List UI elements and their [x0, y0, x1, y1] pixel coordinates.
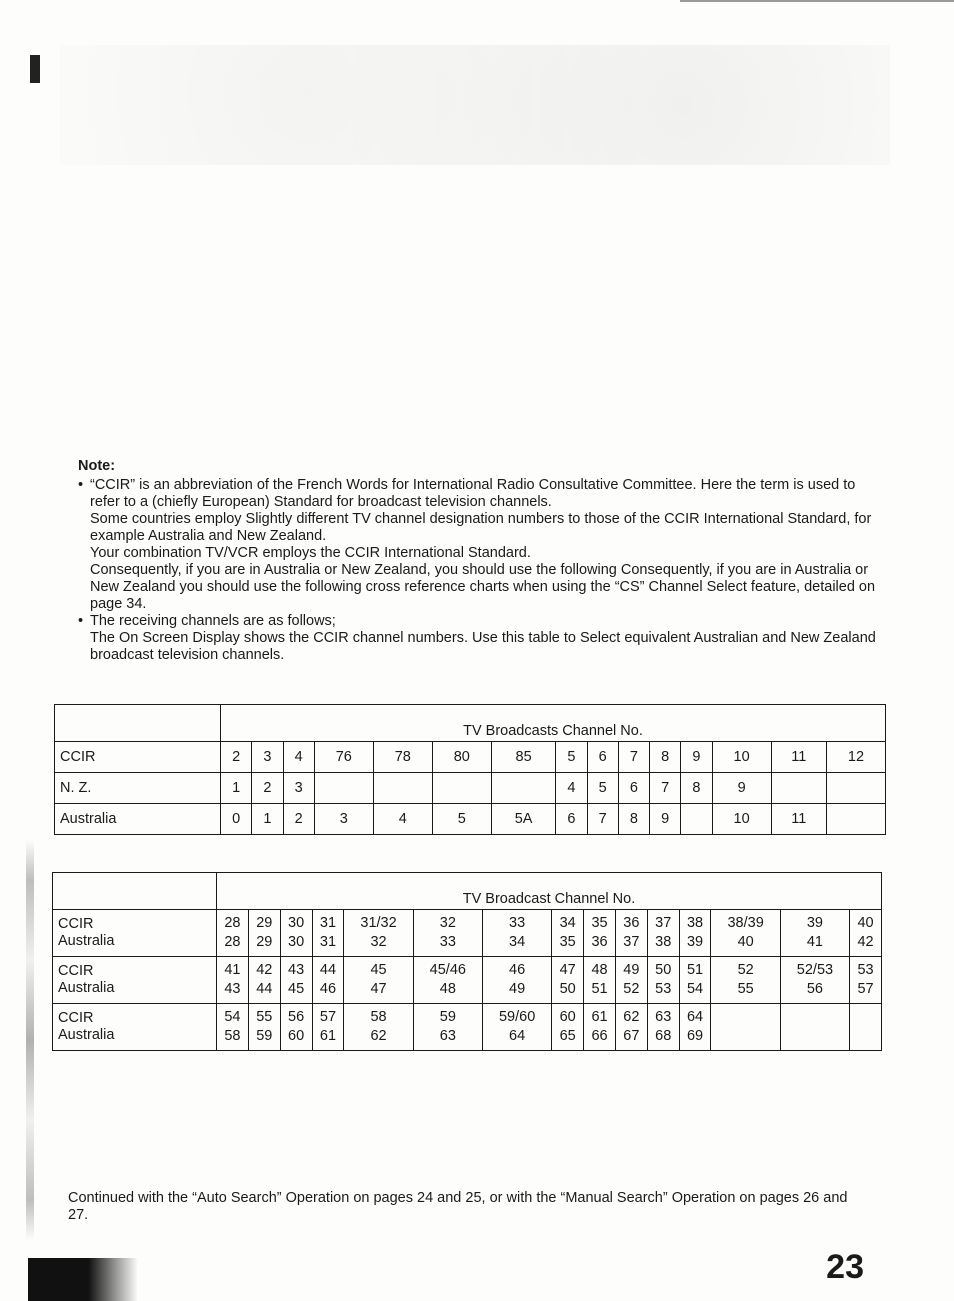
ccir-channel: 38	[686, 915, 704, 931]
channel-cell: 8	[618, 804, 649, 835]
channel-cell: 9	[650, 804, 681, 835]
note-bullet-2	[78, 613, 888, 664]
ccir-channel: 64	[686, 1009, 704, 1025]
ccir-channel: 47	[559, 962, 576, 978]
ccir-channel: 60	[559, 1009, 576, 1025]
channel-cell: 78	[373, 742, 432, 773]
australia-channel: 55	[737, 981, 754, 997]
channel-cell	[584, 910, 616, 957]
australia-channel: 41	[806, 934, 823, 950]
table-row	[53, 957, 882, 1004]
australia-channel: 28	[224, 934, 241, 950]
channel-cell	[491, 773, 556, 804]
australia-channel: 33	[439, 934, 456, 950]
australia-channel: 51	[591, 981, 608, 997]
binding-shadow	[26, 840, 34, 1240]
australia-channel: 44	[256, 981, 273, 997]
australia-channel: 62	[370, 1028, 387, 1044]
top-rule	[680, 0, 954, 2]
australia-channel: 42	[857, 934, 874, 950]
table-header: TV Broadcast Channel No.	[217, 873, 882, 910]
row-label: Australia	[55, 804, 221, 835]
channel-cell	[482, 957, 551, 1004]
channel-cell	[584, 957, 616, 1004]
ccir-channel: 32	[439, 915, 456, 931]
channel-cell: 80	[432, 742, 491, 773]
channel-cell	[850, 1004, 882, 1051]
note-bullet-1	[78, 477, 888, 613]
australia-channel: 69	[686, 1028, 704, 1044]
ccir-channel: 49	[623, 962, 640, 978]
channel-cell: 9	[681, 742, 712, 773]
australia-channel: 37	[623, 934, 640, 950]
channel-cell	[248, 910, 280, 957]
australia-channel: 47	[370, 981, 387, 997]
ccir-channel: 62	[623, 1009, 640, 1025]
australia-channel: 36	[591, 934, 608, 950]
australia-channel: 45	[288, 981, 305, 997]
note-paragraph: The On Screen Display shows the CCIR channel numbers. Use this table to Select equivalent Australian and New Zealand broadcast television channels.	[90, 630, 876, 663]
ccir-channel: 38/39	[727, 915, 764, 931]
channel-cell	[280, 910, 312, 957]
australia-channel: 59	[256, 1028, 273, 1044]
channel-cell	[280, 957, 312, 1004]
row-label	[53, 957, 217, 1004]
channel-cell	[647, 957, 679, 1004]
channel-cell	[482, 1004, 551, 1051]
channel-cell	[344, 957, 413, 1004]
australia-channel: 68	[655, 1028, 672, 1044]
ccir-channel: 44	[319, 962, 337, 978]
table-row	[53, 910, 882, 957]
ccir-channel: 33	[509, 915, 526, 931]
australia-channel: 39	[686, 934, 704, 950]
channel-cell: 2	[252, 773, 283, 804]
channel-cell	[826, 773, 885, 804]
australia-channel: 53	[655, 981, 672, 997]
channel-cell	[413, 1004, 482, 1051]
channel-cell: 6	[556, 804, 587, 835]
ccir-channel: 59/60	[498, 1009, 536, 1025]
header-blank-cell	[53, 873, 217, 910]
channel-cell	[711, 910, 780, 957]
ccir-channel: 52/53	[796, 962, 834, 978]
ccir-channel: 63	[655, 1009, 672, 1025]
australia-channel: 31	[319, 934, 337, 950]
ccir-channel: 39	[806, 915, 823, 931]
australia-channel: 46	[319, 981, 337, 997]
channel-cell: 4	[373, 804, 432, 835]
channel-cell	[711, 1004, 780, 1051]
ccir-channel: 58	[370, 1009, 387, 1025]
ccir-channel: 43	[288, 962, 305, 978]
channel-cell	[850, 957, 882, 1004]
continued-note: Continued with the “Auto Search” Operation on pages 24 and 25, or with the “Manual Search” Operation on pages 26 and 27.	[68, 1190, 848, 1223]
table-row	[53, 1004, 882, 1051]
scan-blot	[28, 1258, 138, 1301]
scan-mark	[30, 55, 40, 83]
channel-cell: 11	[771, 804, 826, 835]
ccir-channel: 57	[319, 1009, 337, 1025]
channel-cell	[217, 957, 249, 1004]
channel-cell: 85	[491, 742, 556, 773]
ccir-channel: 55	[256, 1009, 273, 1025]
channel-cell	[711, 957, 780, 1004]
channel-cell: 9	[712, 773, 771, 804]
channel-cell	[344, 910, 413, 957]
channel-cell: 8	[650, 742, 681, 773]
channel-cell: 2	[283, 804, 314, 835]
ccir-channel: 51	[686, 962, 704, 978]
row-label: N. Z.	[55, 773, 221, 804]
channel-cell	[373, 773, 432, 804]
table-header-row	[55, 705, 886, 742]
channel-cell	[647, 910, 679, 957]
note-paragraph: Your combination TV/VCR employs the CCIR International Standard.	[90, 545, 531, 561]
channel-cell: 4	[556, 773, 587, 804]
note-paragraph: Some countries employ Slightly different TV channel designation numbers to those of the CCIR International Standard, for example Australia and New Zealand.	[90, 511, 872, 544]
ccir-channel: 56	[288, 1009, 305, 1025]
ccir-channel: 37	[655, 915, 672, 931]
australia-channel: 43	[224, 981, 241, 997]
australia-channel: 54	[686, 981, 704, 997]
page-number: 23	[826, 1248, 864, 1286]
channel-cell: 6	[618, 773, 649, 804]
channel-cell	[482, 910, 551, 957]
ccir-channel: 53	[857, 962, 874, 978]
channel-table-ccir-australia	[52, 872, 882, 1051]
channel-cell: 8	[681, 773, 712, 804]
australia-channel: 32	[370, 934, 387, 950]
australia-channel: 56	[806, 981, 823, 997]
bullet-dot: •	[78, 477, 84, 493]
australia-channel: 66	[591, 1028, 608, 1044]
channel-cell	[552, 910, 584, 957]
channel-cell: 0	[221, 804, 252, 835]
channel-cell: 1	[252, 804, 283, 835]
channel-cell: 3	[283, 773, 314, 804]
note-paragraph: Consequently, if you are in Australia or New Zealand, you should use the following Consequently, if you are in Australia or New Zealand you should use the following cross reference charts when using the “CS” Channel Select feature, detailed on page 34.	[90, 562, 876, 612]
channel-cell	[312, 1004, 344, 1051]
note-paragraph: The receiving channels are as follows;	[90, 613, 336, 629]
australia-channel: 50	[559, 981, 576, 997]
channel-cell: 7	[618, 742, 649, 773]
ccir-channel: 35	[591, 915, 608, 931]
channel-cell: 5	[587, 773, 618, 804]
australia-channel: 67	[623, 1028, 640, 1044]
australia-channel: 57	[857, 981, 874, 997]
row-label: CCIR	[55, 742, 221, 773]
table-row	[55, 773, 886, 804]
bullet-dot: •	[78, 613, 84, 629]
channel-cell: 10	[712, 804, 771, 835]
channel-cell	[432, 773, 491, 804]
ccir-label: CCIR	[58, 1010, 94, 1026]
scan-speckle	[60, 45, 890, 165]
australia-channel: 35	[559, 934, 576, 950]
ccir-channel: 52	[737, 962, 754, 978]
channel-cell: 3	[314, 804, 373, 835]
australia-channel: 60	[288, 1028, 305, 1044]
table-header: TV Broadcasts Channel No.	[221, 705, 886, 742]
australia-channel: 29	[256, 934, 273, 950]
channel-cell: 4	[283, 742, 314, 773]
channel-cell: 11	[771, 742, 826, 773]
note-paragraph: “CCIR” is an abbreviation of the French Words for International Radio Consultative Committee. Here the term is used to refer to a (chiefly European) Standard for broadcast television channels.	[90, 477, 856, 510]
ccir-channel: 42	[256, 962, 273, 978]
channel-cell	[850, 910, 882, 957]
ccir-label: CCIR	[58, 963, 94, 979]
ccir-channel: 31/32	[360, 915, 397, 931]
ccir-channel: 50	[655, 962, 672, 978]
table-header-row	[53, 873, 882, 910]
channel-cell	[248, 1004, 280, 1051]
channel-cell	[679, 910, 711, 957]
channel-cell	[615, 957, 647, 1004]
australia-channel: 63	[439, 1028, 456, 1044]
channel-cell	[584, 1004, 616, 1051]
channel-cell	[615, 1004, 647, 1051]
channel-cell: 2	[221, 742, 252, 773]
channel-cell: 6	[587, 742, 618, 773]
channel-table-nz-australia	[54, 704, 886, 835]
header-blank-cell	[55, 705, 221, 742]
channel-cell	[314, 773, 373, 804]
channel-cell	[217, 1004, 249, 1051]
channel-cell	[681, 804, 712, 835]
ccir-channel: 61	[591, 1009, 608, 1025]
channel-cell	[679, 957, 711, 1004]
channel-cell: 5	[556, 742, 587, 773]
ccir-channel: 54	[224, 1009, 241, 1025]
table-row	[55, 804, 886, 835]
channel-cell	[413, 910, 482, 957]
channel-cell: 1	[221, 773, 252, 804]
channel-cell	[217, 910, 249, 957]
channel-cell	[552, 1004, 584, 1051]
australia-channel: 40	[737, 934, 754, 950]
australia-channel: 38	[655, 934, 672, 950]
channel-cell: 3	[252, 742, 283, 773]
channel-cell	[280, 1004, 312, 1051]
ccir-channel: 41	[224, 962, 241, 978]
ccir-label: CCIR	[58, 916, 94, 932]
ccir-channel: 59	[439, 1009, 456, 1025]
row-label	[53, 910, 217, 957]
table-row	[55, 742, 886, 773]
channel-cell	[615, 910, 647, 957]
channel-cell: 10	[712, 742, 771, 773]
ccir-channel: 36	[623, 915, 640, 931]
ccir-channel: 48	[591, 962, 608, 978]
note-title: Note:	[78, 458, 116, 474]
channel-cell	[780, 1004, 849, 1051]
australia-label: Australia	[58, 980, 115, 996]
channel-cell	[826, 804, 885, 835]
channel-cell	[413, 957, 482, 1004]
channel-cell	[312, 910, 344, 957]
australia-channel: 48	[439, 981, 456, 997]
ccir-channel: 45/46	[429, 962, 466, 978]
australia-channel: 65	[559, 1028, 576, 1044]
ccir-channel: 28	[224, 915, 241, 931]
channel-cell: 76	[314, 742, 373, 773]
channel-cell	[312, 957, 344, 1004]
australia-channel: 61	[319, 1028, 337, 1044]
ccir-channel: 31	[319, 915, 337, 931]
channel-cell: 7	[587, 804, 618, 835]
channel-cell	[679, 1004, 711, 1051]
channel-cell: 5	[432, 804, 491, 835]
australia-channel: 58	[224, 1028, 241, 1044]
australia-label: Australia	[58, 933, 115, 949]
australia-channel: 64	[509, 1028, 526, 1044]
ccir-channel: 34	[559, 915, 576, 931]
ccir-channel: 45	[370, 962, 387, 978]
channel-cell	[780, 957, 849, 1004]
channel-cell	[344, 1004, 413, 1051]
australia-channel: 30	[288, 934, 305, 950]
channel-cell: 5A	[491, 804, 556, 835]
channel-cell: 7	[650, 773, 681, 804]
australia-channel: 49	[509, 981, 526, 997]
channel-cell	[248, 957, 280, 1004]
australia-channel: 52	[623, 981, 640, 997]
australia-label: Australia	[58, 1027, 115, 1043]
row-label	[53, 1004, 217, 1051]
ccir-channel: 40	[857, 915, 874, 931]
channel-cell	[780, 910, 849, 957]
channel-cell	[771, 773, 826, 804]
ccir-channel: 46	[509, 962, 526, 978]
ccir-channel: 29	[256, 915, 273, 931]
channel-cell	[552, 957, 584, 1004]
ccir-channel: 30	[288, 915, 305, 931]
australia-channel: 34	[509, 934, 526, 950]
channel-cell: 12	[826, 742, 885, 773]
note-section	[78, 458, 888, 664]
channel-cell	[647, 1004, 679, 1051]
